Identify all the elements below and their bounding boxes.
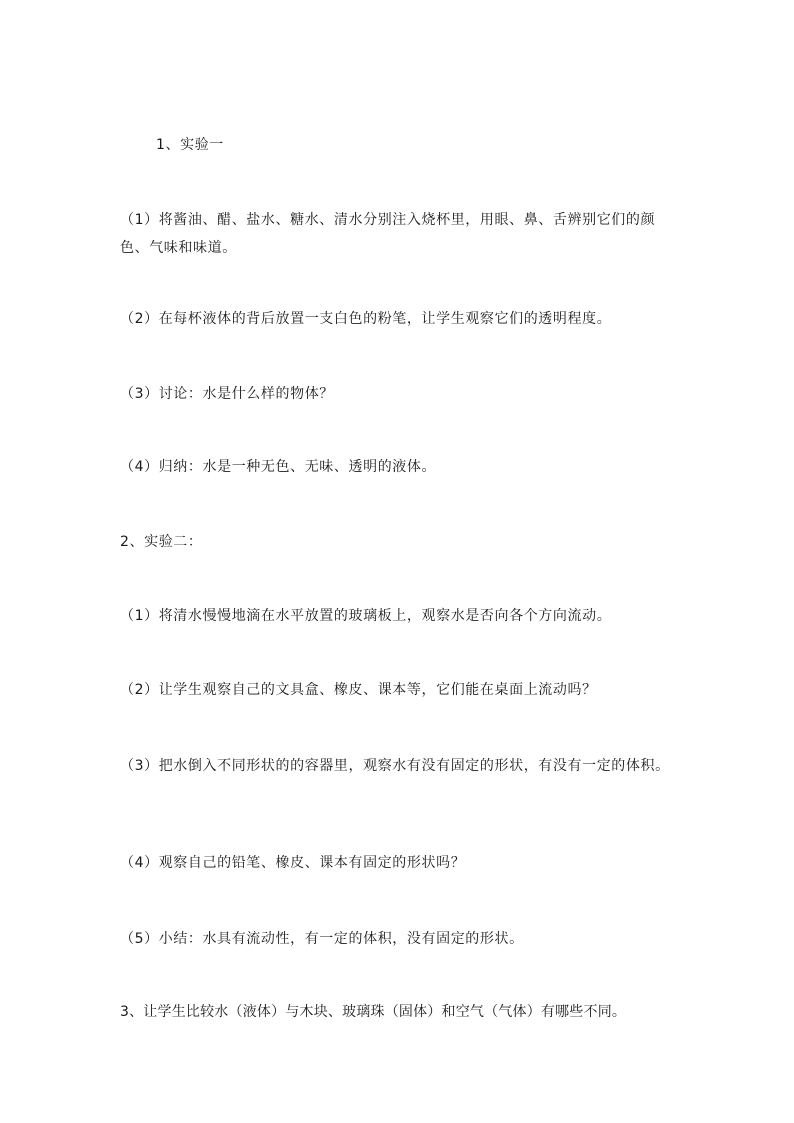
section1-step-4: （4）归纳：水是一种无色、无味、透明的液体。 bbox=[120, 459, 437, 475]
section3-heading: 3、让学生比较水（液体）与木块、玻璃珠（固体）和空气（气体）有哪些不同。 bbox=[120, 1004, 627, 1020]
section2-step-2: （2）让学生观察自己的文具盒、橡皮、课本等，它们能在桌面上流动吗？ bbox=[120, 682, 597, 698]
section2-step-1: （1）将清水慢慢地滴在水平放置的玻璃板上，观察水是否向各个方向流动。 bbox=[120, 608, 612, 624]
section1-step-2: （2）在每杯液体的背后放置一支白色的粉笔，让学生观察它们的透明程度。 bbox=[120, 311, 612, 327]
section2-step-5: （5）小结：水具有流动性，有一定的体积，没有固定的形状。 bbox=[120, 931, 524, 947]
section1-step-3: （3）讨论：水是什么样的物体？ bbox=[120, 386, 334, 402]
section2-heading: 2、实验二： bbox=[120, 534, 203, 550]
section1-step-1: （1）将酱油、醋、盐水、糖水、清水分别注入烧杯里，用眼、鼻、舌辨别它们的颜色、气味和味道。 bbox=[120, 212, 656, 256]
section2-step-3: （3）把水倒入不同形状的的容器里，观察水有没有固定的形状，有没有一定的体积。 bbox=[120, 758, 670, 774]
section1-heading: 1、实验一 bbox=[156, 137, 224, 153]
section2-step-4: （4）观察自己的铅笔、橡皮、课本有固定的形状吗？ bbox=[120, 855, 466, 871]
